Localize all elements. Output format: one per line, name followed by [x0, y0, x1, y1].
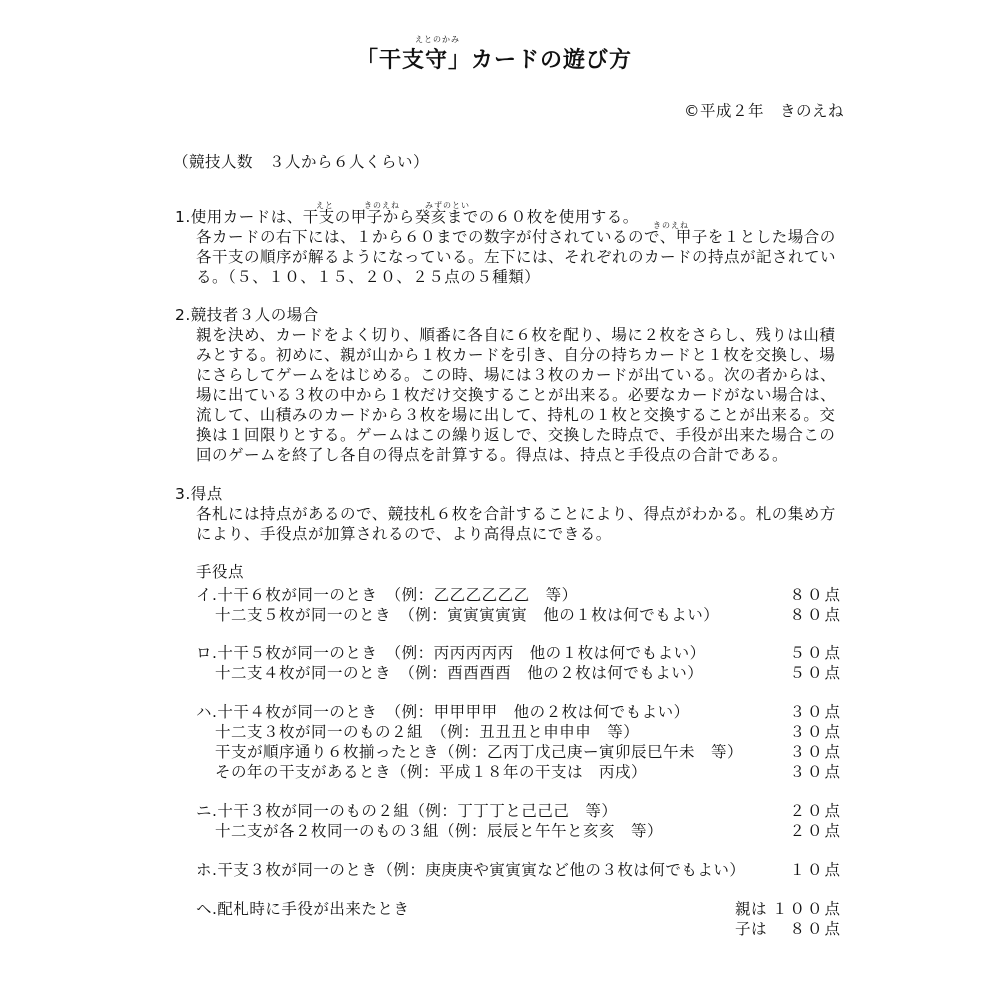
yaku-row-points: ３０点: [789, 743, 842, 761]
section-2-line: 回のゲームを終了し各自の得点を計算する。得点は、持点と手役点の合計である。: [196, 446, 789, 464]
yaku-row-points: ８０点: [789, 586, 842, 604]
yaku-row-points: ８０点: [789, 606, 842, 624]
player-count: （競技人数 ３人から６人くらい）: [173, 153, 430, 171]
ruby-kinoene: きのえね: [364, 201, 400, 210]
ko-label: 子は: [735, 920, 768, 938]
section-2-line: みとする。初めに、親が山から１枚カードを引き、自分の持ちカードと１枚を交換し、場: [196, 346, 836, 364]
section-3-heading: 3.得点: [175, 485, 223, 503]
oya-points: １００点: [771, 900, 842, 918]
section-2-line: 親を決め、カードをよく切り、順番に各自に６枚を配り、場に２枚をさらし、残りは山積: [196, 326, 836, 344]
section-2-line: 流して、山積みのカードから３枚を場に出して、持札の１枚と交換することが出来る。交: [196, 406, 836, 424]
yaku-row-text: ハ.十干４枚が同一のとき （例：甲甲甲甲 他の２枚は何でもよい）: [196, 703, 690, 721]
haifuda-text: ヘ.配札時に手役が出来たとき: [196, 900, 410, 918]
yaku-heading: 手役点: [196, 563, 245, 581]
yaku-row-text: 十二支が各２枚同一のもの３組（例：辰辰と午午と亥亥 等）: [215, 822, 664, 840]
ko-points: ８０点: [789, 920, 842, 938]
page-title: 「干支守」カードの遊び方: [356, 48, 633, 73]
yaku-row-points: ３０点: [789, 763, 842, 781]
yaku-row-text: 十二支３枚が同一のもの２組 （例：丑丑丑と申申申 等）: [215, 723, 640, 741]
title-ruby: えとのかみ: [415, 35, 460, 44]
section-3-line: 各札には持点があるので、競技札６枚を合計することにより、得点がわかる。札の集め方: [196, 505, 836, 523]
yaku-row-points: ３０点: [789, 703, 842, 721]
yaku-row-points: ３０点: [789, 723, 842, 741]
ruby-mizunotoi: みずのとい: [425, 201, 470, 210]
copyright: ©平成２年 きのえね: [684, 102, 845, 120]
section-1-line: 各干支の順序が解るようになっている。左下には、それぞれのカードの持点が記されてい: [196, 248, 837, 266]
ruby-kinoene-2: きのえね: [653, 221, 689, 230]
section-1-line: る。（５、１０、１５、２０、２５点の５種類）: [196, 268, 541, 286]
yaku-row-text: ニ.十干３枚が同一のもの２組（例：丁丁丁と己己己 等）: [196, 802, 618, 820]
section-1-line: 各カードの右下には、１から６０までの数字が付されているので、甲子を１とした場合の: [196, 228, 836, 246]
yaku-row-points: ５０点: [789, 664, 842, 682]
yaku-row-points: １０点: [789, 861, 842, 879]
yaku-row-text: 十二支５枚が同一のとき （例：寅寅寅寅寅 他の１枚は何でもよい）: [215, 606, 720, 624]
section-2-heading: 2.競技者３人の場合: [175, 306, 319, 324]
yaku-row-text: ホ.干支３枚が同一のとき（例：庚庚庚や寅寅寅など他の３枚は何でもよい）: [196, 861, 746, 879]
yaku-row-points: ２０点: [789, 802, 842, 820]
section-2-line: にさらしてゲームをはじめる。この時、場には３枚のカードが出ている。次の者からは、: [196, 366, 837, 384]
yaku-row-text: イ.十干６枚が同一のとき （例：乙乙乙乙乙乙 等）: [196, 586, 578, 604]
oya-label: 親は: [735, 900, 768, 918]
section-2-line: 場に出ている３枚の中から１枚だけ交換することが出来る。必要なカードがない場合は、: [196, 386, 837, 404]
yaku-row-text: 干支が順序通り６枚揃ったとき（例：乙丙丁戊己庚ー寅卯辰巳午未 等）: [215, 743, 744, 761]
yaku-row-text: 十二支４枚が同一のとき （例：酉酉酉酉 他の２枚は何でもよい）: [215, 664, 704, 682]
section-1-heading: 1.使用カードは、干支の甲子から癸亥までの６０枚を使用する。: [175, 208, 639, 226]
ruby-eto: えと: [316, 201, 334, 210]
yaku-row-points: ２０点: [789, 822, 842, 840]
section-2-line: 換は１回限りとする。ゲームはこの繰り返しで、交換した時点で、手役が出来た場合この: [196, 426, 836, 444]
yaku-row-text: ロ.十干５枚が同一のとき （例：丙丙丙丙丙 他の１枚は何でもよい）: [196, 644, 706, 662]
yaku-row-points: ５０点: [789, 644, 842, 662]
section-3-line: により、手役点が加算されるので、より高得点にできる。: [196, 525, 612, 543]
yaku-row-text: その年の干支があるとき（例：平成１８年の干支は 丙戌）: [215, 763, 648, 781]
